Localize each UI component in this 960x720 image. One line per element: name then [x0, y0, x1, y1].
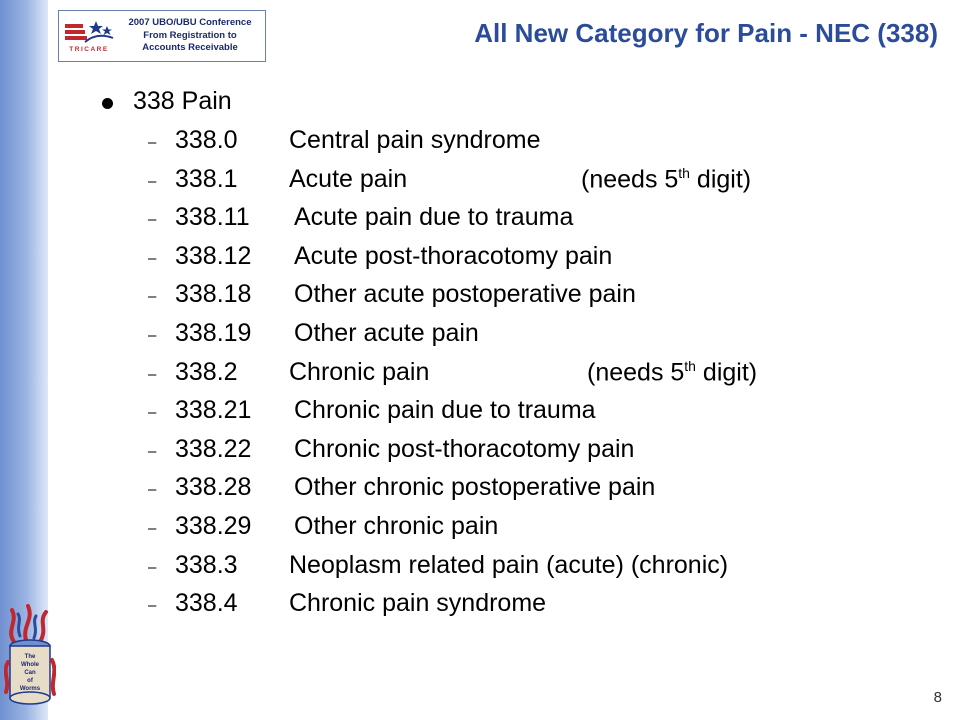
tricare-logo [63, 18, 115, 56]
conference-text [117, 17, 263, 55]
diagnosis-description: Chronic pain due to trauma [294, 396, 596, 425]
conference-line: Accounts Receivable [142, 42, 238, 53]
digit-note [587, 358, 757, 387]
sub-item-row [0, 242, 960, 278]
diagnosis-code: 338.21 [175, 396, 252, 425]
logo-word: Worms [19, 686, 41, 692]
conference-line: From Registration to [143, 29, 237, 41]
sub-item-row [0, 396, 960, 432]
digit-note [581, 165, 751, 194]
diagnosis-code: 338.29 [175, 512, 252, 540]
tricare-logo-text: TRICARE [69, 46, 109, 53]
dash-bullet-icon: – [148, 481, 157, 499]
diagnosis-code: 338.22 [175, 434, 252, 463]
dash-bullet-icon: – [148, 597, 157, 615]
logo-word: of [27, 678, 33, 684]
diagnosis-description: Other chronic pain [294, 512, 499, 540]
dash-bullet-icon: – [148, 558, 157, 576]
dash-bullet-icon: – [148, 211, 157, 229]
diagnosis-description: Central pain syndrome [289, 126, 541, 154]
sub-item-row [0, 126, 960, 162]
sub-item-row [0, 280, 960, 316]
diagnosis-code: 338.28 [175, 473, 252, 502]
dash-bullet-icon: – [148, 288, 157, 306]
sub-item-row [0, 203, 960, 239]
dash-bullet-icon: – [148, 172, 157, 190]
logo-word: The [24, 654, 36, 660]
diagnosis-description: Other acute postoperative pain [294, 280, 636, 309]
dash-bullet-icon: – [148, 249, 157, 267]
diagnosis-description: Chronic pain syndrome [289, 589, 547, 618]
diagnosis-code: 338.19 [175, 319, 252, 347]
conference-line: 2007 UBO/UBU Conference [128, 17, 252, 28]
diagnosis-description: Acute pain [289, 164, 408, 193]
diagnosis-code: 338.11 [175, 203, 250, 232]
diagnosis-code: 338.2 [175, 357, 238, 386]
logo-word: Whole [21, 662, 39, 668]
digit-note-superscript: th [678, 164, 690, 181]
conference-header-box [58, 10, 266, 62]
digit-note-suffix: digit) [689, 164, 752, 193]
digit-note-superscript: th [684, 357, 696, 374]
can-of-worms-logo [4, 602, 56, 710]
dash-bullet-icon: – [148, 404, 157, 422]
diagnosis-description: Chronic pain [289, 357, 430, 386]
page-number: 8 [933, 689, 942, 706]
top-level-item: 338 Pain [133, 87, 232, 115]
bullet-dot-icon [102, 98, 113, 109]
diagnosis-description: Acute post-thoracotomy pain [294, 241, 613, 270]
sub-item-row [0, 358, 960, 394]
digit-note-prefix: (needs 5 [587, 357, 685, 386]
sub-item-row [0, 551, 960, 587]
sub-item-row [0, 435, 960, 471]
diagnosis-description: Neoplasm related pain (acute) (chronic) [289, 550, 729, 579]
diagnosis-code: 338.18 [175, 280, 252, 309]
diagnosis-code: 338.4 [175, 589, 238, 618]
sub-item-row [0, 512, 960, 548]
sub-item-row [0, 165, 960, 201]
sub-item-row [0, 473, 960, 509]
dash-bullet-icon: – [148, 365, 157, 383]
diagnosis-code: 338.12 [175, 241, 252, 270]
diagnosis-code: 338.0 [175, 126, 238, 154]
sub-item-row [0, 319, 960, 355]
diagnosis-description: Chronic post-thoracotomy pain [294, 434, 635, 463]
dash-bullet-icon: – [148, 134, 157, 151]
digit-note-prefix: (needs 5 [581, 164, 679, 193]
dash-bullet-icon: – [148, 442, 157, 460]
diagnosis-description: Acute pain due to trauma [294, 203, 574, 232]
diagnosis-code: 338.3 [175, 550, 238, 579]
diagnosis-code: 338.1 [175, 164, 238, 193]
logo-word: Can [24, 670, 36, 676]
digit-note-suffix: digit) [695, 357, 758, 386]
dash-bullet-icon: – [148, 327, 157, 344]
dash-bullet-icon: – [148, 520, 157, 537]
slide-title: All New Category for Pain - NEC (338) [474, 18, 938, 48]
diagnosis-description: Other chronic postoperative pain [294, 473, 656, 502]
diagnosis-description: Other acute pain [294, 319, 479, 347]
sub-item-row [0, 589, 960, 625]
